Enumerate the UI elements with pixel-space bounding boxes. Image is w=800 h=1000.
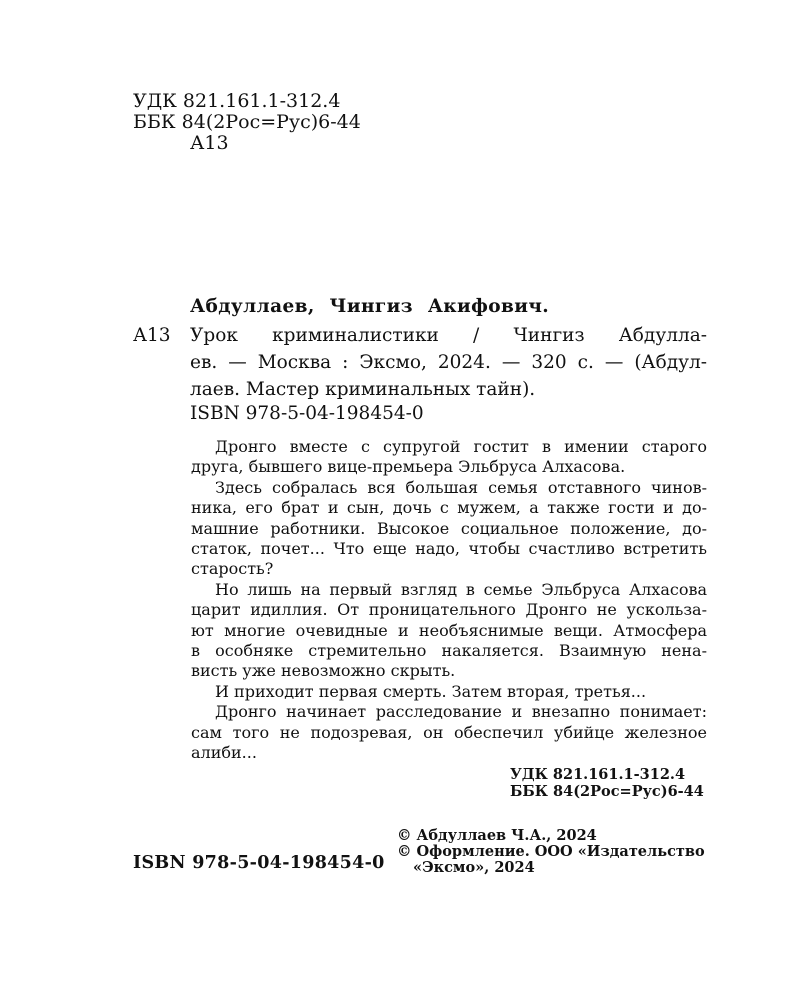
description-line: лаев. Мастер криминальных тайн). (190, 379, 536, 400)
annotation-paragraph (191, 580, 707, 682)
annotation-udk-code: УДК 821.161.1-312.4 (510, 766, 686, 783)
annotation-line: Но лишь на первый взгляд в семье Эльбруса Алхасова (215, 579, 707, 599)
annotation-line: ника, его брат и сын, дочь с мужем, а также гости и до- (191, 498, 707, 518)
annotation-line: алиби... (191, 743, 257, 763)
annotation-paragraph (191, 437, 707, 478)
annotation-bbk-code: ББК 84(2Рос=Рус)6-44 (510, 783, 704, 800)
copyright-design-cont: «Эксмо», 2024 (413, 859, 535, 876)
annotation-line: статок, почет... Что еще надо, чтобы счастливо встретить (191, 539, 707, 559)
annotation-line: машние работники. Высокое социальное положение, до- (191, 518, 707, 538)
author-name: Абдуллаев, Чингиз Акифович. (190, 296, 550, 317)
annotation-line: друга, бывшего вице-премьера Эльбруса Алхасова. (191, 457, 626, 477)
description-line: ев. — Москва : Эксмо, 2024. — 320 с. — (Абдул- (190, 352, 707, 373)
annotation-line: сам того не подозревая, он обеспечил убийце железное (191, 722, 707, 742)
annotation-line: висть уже невозможно скрыть. (191, 661, 456, 681)
record-isbn: ISBN 978-5-04-198454-0 (190, 403, 424, 424)
record-author-mark: А13 (133, 325, 171, 346)
annotation-line: Здесь собралась вся большая семья отставного чинов- (215, 477, 707, 497)
copyright-author: © Абдуллаев Ч.А., 2024 (397, 827, 597, 844)
annotation (191, 437, 707, 764)
annotation-line: ют многие очевидные и необъяснимые вещи. Атмосфера (191, 620, 707, 640)
annotation-line: старость? (191, 559, 274, 579)
annotation-paragraph (191, 702, 707, 763)
copyright-design: © Оформление. ООО «Издательство (397, 843, 705, 860)
bibliographic-description-cont (190, 349, 707, 403)
annotation-line: Дронго вместе с супругой гостит в имении старого (215, 437, 707, 456)
annotation-line: в особняке стремительно накаляется. Взаимную нена- (191, 641, 707, 661)
annotation-paragraph (191, 478, 707, 580)
author-mark: А13 (190, 132, 229, 154)
isbn-bottom: ISBN 978-5-04-198454-0 (133, 853, 385, 873)
bibliographic-description (190, 322, 707, 349)
description-line: Урок криминалистики / Чингиз Абдулла- (190, 325, 707, 346)
bbk-code: ББК 84(2Рос=Рус)6-44 (133, 111, 361, 133)
annotation-line: И приходит первая смерть. Затем вторая, третья... (215, 681, 647, 701)
annotation-line: царит идиллия. От проницательного Дронго не ускольза- (191, 600, 707, 620)
annotation-line: Дронго начинает расследование и внезапно понимает: (215, 702, 707, 722)
annotation-paragraph (191, 682, 707, 702)
udk-code: УДК 821.161.1-312.4 (133, 90, 341, 112)
